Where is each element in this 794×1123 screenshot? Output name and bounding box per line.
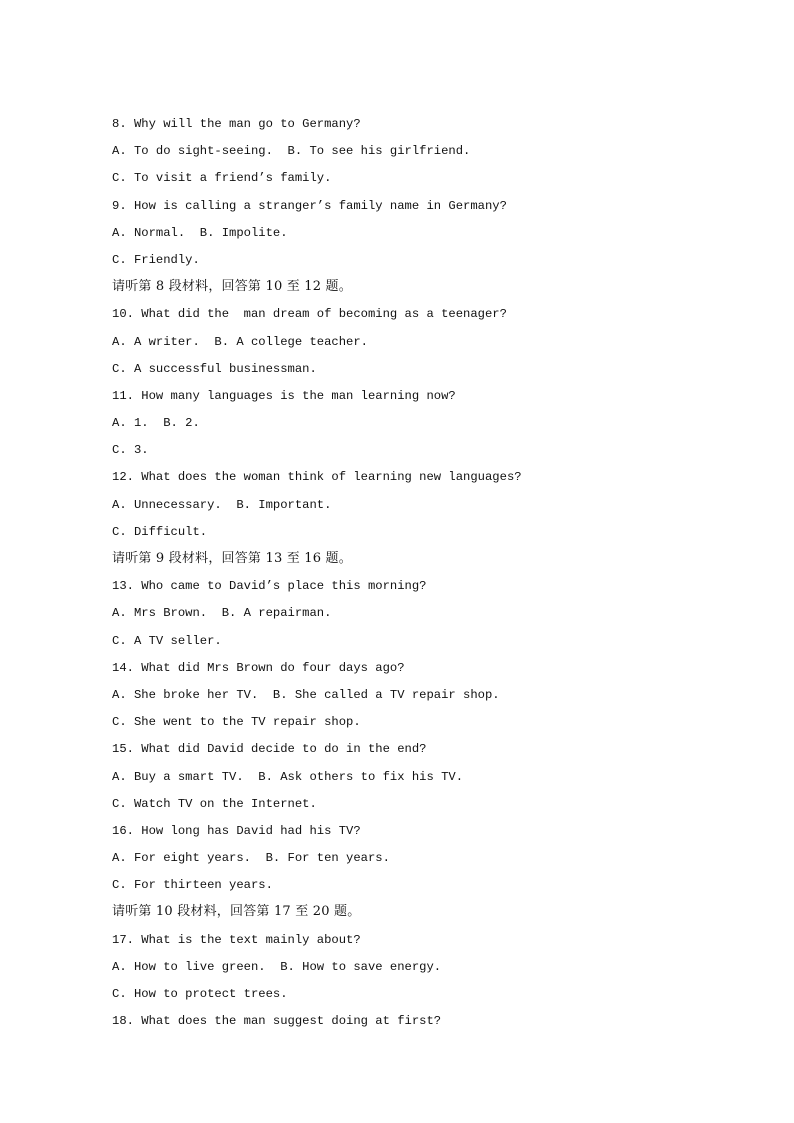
question-12: 12. What does the woman think of learning new languages?	[112, 470, 522, 485]
question-16-option-c: C. For thirteen years.	[112, 878, 273, 893]
question-14-option-c: C. She went to the TV repair shop.	[112, 715, 361, 730]
question-14-options-ab: A. She broke her TV. B. She called a TV repair shop.	[112, 687, 500, 702]
question-list	[112, 115, 712, 1039]
question-9: 9. How is calling a stranger’s family name in Germany?	[112, 198, 507, 213]
question-15: 15. What did David decide to do in the end?	[112, 742, 427, 757]
question-13: 13. Who came to David’s place this morning?	[112, 579, 427, 594]
question-17-option-c: C. How to protect trees.	[112, 987, 288, 1001]
question-16: 16. How long has David had his TV?	[112, 823, 361, 838]
question-17-options-ab: A. How to live green. B. How to save energy.	[112, 959, 442, 974]
question-15-option-c: C. Watch TV on the Internet.	[112, 796, 317, 811]
question-9-option-c: C. Friendly.	[112, 252, 200, 267]
question-15-options-ab: A. Buy a smart TV. B. Ask others to fix his TV.	[112, 769, 464, 784]
question-14: 14. What did Mrs Brown do four days ago?	[112, 660, 405, 675]
question-9-options-ab: A. Normal. B. Impolite.	[112, 225, 288, 240]
question-10-option-c: C. A successful businessman.	[112, 361, 317, 376]
question-18: 18. What does the man suggest doing at first?	[112, 1014, 442, 1029]
question-11: 11. How many languages is the man learning now?	[112, 388, 456, 403]
question-13-option-c: C. A TV seller.	[112, 633, 222, 648]
section-heading-10: 请听第 10 段材料，回答第 17 至 20 题。	[112, 904, 361, 920]
question-12-options-ab: A. Unnecessary. B. Important.	[112, 497, 332, 512]
section-heading-8: 请听第 8 段材料，回答第 10 至 12 题。	[112, 279, 352, 295]
question-8-option-c: C. To visit a friend’s family.	[112, 171, 332, 186]
question-10: 10. What did the man dream of becoming as a teenager?	[112, 307, 507, 322]
question-11-option-c: C. 3.	[112, 443, 149, 458]
question-10-options-ab: A. A writer. B. A college teacher.	[112, 334, 368, 349]
question-12-option-c: C. Difficult.	[112, 524, 208, 539]
question-17: 17. What is the text mainly about?	[112, 932, 361, 947]
question-11-options-ab: A. 1. B. 2.	[112, 416, 200, 431]
question-8-options-ab: A. To do sight-seeing. B. To see his girlfriend.	[112, 144, 471, 159]
question-13-options-ab: A. Mrs Brown. B. A repairman.	[112, 606, 332, 621]
question-16-options-ab: A. For eight years. B. For ten years.	[112, 851, 390, 866]
question-8: 8. Why will the man go to Germany?	[112, 117, 361, 131]
section-heading-9: 请听第 9 段材料，回答第 13 至 16 题。	[112, 551, 352, 566]
